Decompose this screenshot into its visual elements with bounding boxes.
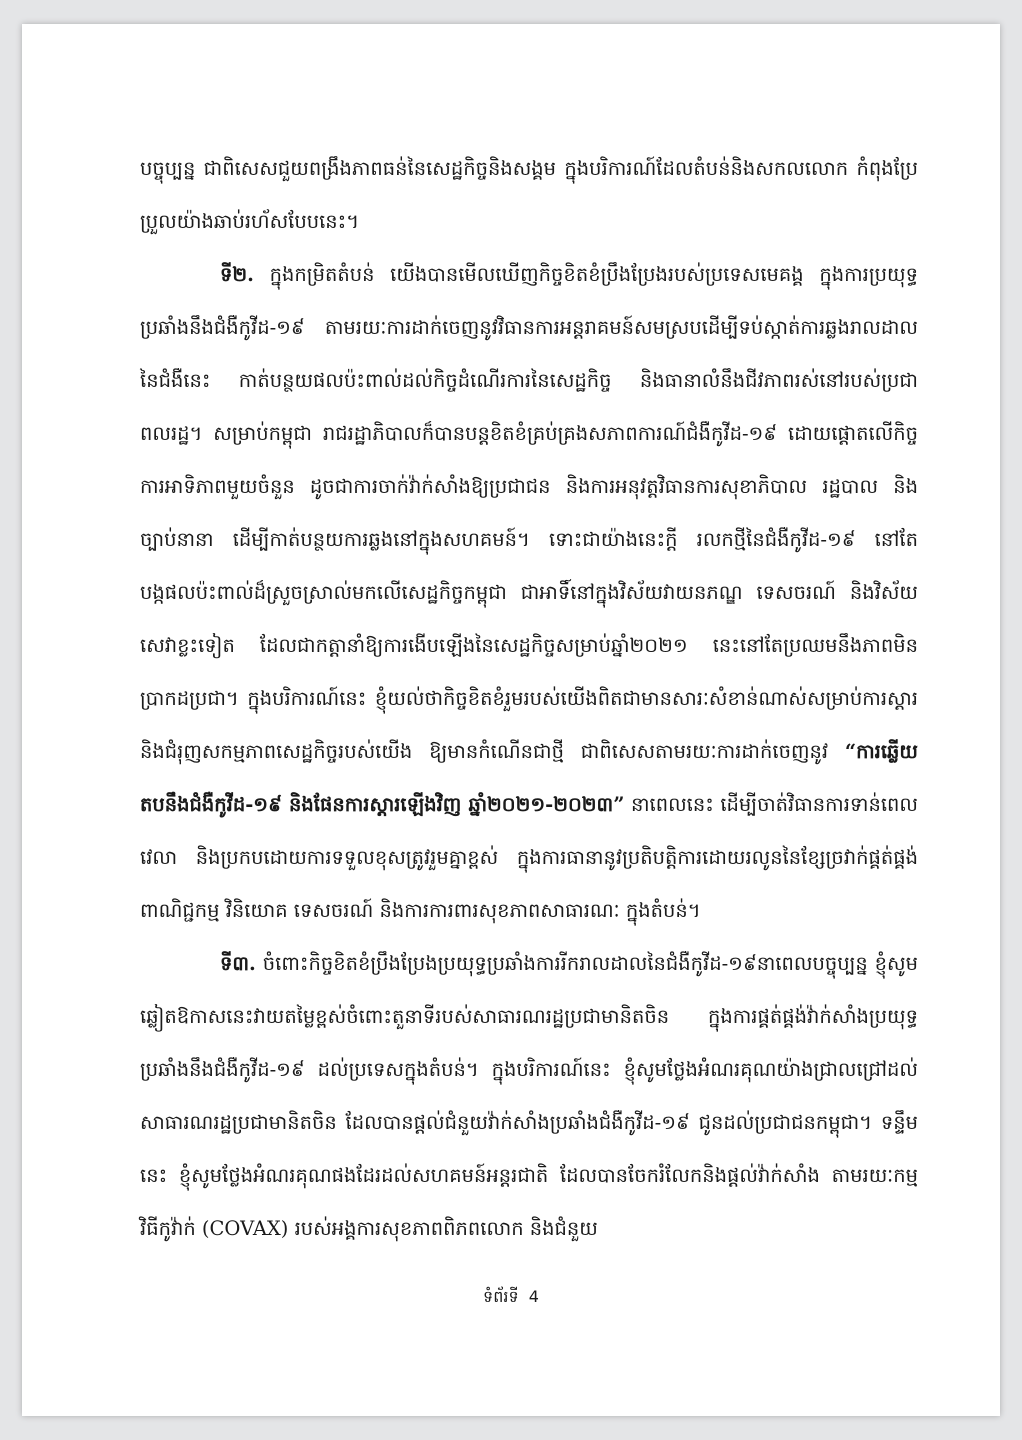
document-body	[140, 142, 918, 1255]
document-page	[22, 24, 1000, 1416]
continuation-paragraph: បច្ចុប្បន្ន ជាពិសេសជួយពង្រឹងភាពធន់នៃសេដ្ឋកិច្ចនិងសង្គម ក្នុងបរិការណ៍ដែលតំបន់និងសកលលោក កំពុងប្រែប្រួលយ៉ាងឆាប់រហ័សបែបនេះ។	[140, 157, 918, 233]
paragraph-2-text-before: ក្នុងកម្រិតតំបន់ យើងបានមើលឃើញកិច្ចខិតខំប្រឹងប្រែងរបស់ប្រទេសមេគង្គ ក្នុងការប្រយុទ្ធប្រឆាំងនឹងជំងឺកូវីដ-១៩ តាមរយៈការដាក់ចេញនូវវិធានការអន្តរាគមន៍សមស្របដើម្បីទប់ស្កាត់ការឆ្លងរាលដាលនៃជំងឺនេះ កាត់បន្ថយផលប៉ះពាល់ដល់កិច្ចដំណើរការនៃសេដ្ឋកិច្ច និងធានាលំនឹងជីវភាពរស់នៅរបស់ប្រជាពលរដ្ឋ។ សម្រាប់កម្ពុជា រាជរដ្ឋាភិបាលក៏បានបន្តខិតខំគ្រប់គ្រងសភាពការណ៍ជំងឺកូវីដ-១៩ ដោយផ្តោតលើកិច្ចការអាទិភាពមួយចំនួន ដូចជាការចាក់វ៉ាក់សាំងឱ្យប្រជាជន និងការអនុវត្តវិធានការសុខាភិបាល រដ្ឋបាល និងច្បាប់នានា ដើម្បីកាត់បន្ថយការឆ្លងនៅក្នុងសហគមន៍។ ទោះជាយ៉ាងនេះក្តី រលកថ្មីនៃជំងឺកូវីដ-១៩ នៅតែបង្កផលប៉ះពាល់ដ៏ស្រួចស្រាល់មកលើសេដ្ឋកិច្ចកម្ពុជា ជាអាទិ៍នៅក្នុងវិស័យវាយនភណ្ឌ ទេសចរណ៍ និងវិស័យសេវាខ្លះទៀត ដែលជាកត្តានាំឱ្យការងើបឡើងនៃសេដ្ឋកិច្ចសម្រាប់ឆ្នាំ២០២១ នេះនៅតែប្រឈមនឹងភាពមិនប្រាកដប្រជា។ ក្នុងបរិការណ៍នេះ ខ្ញុំយល់ថាកិច្ចខិតខំរួមរបស់យើងពិតជាមានសារៈសំខាន់ណាស់សម្រាប់ការស្តារ និងជំរុញសកម្មភាពសេដ្ឋកិច្ចរបស់យើង ឱ្យមានកំណើនជាថ្មី ជាពិសេសតាមរយៈការដាក់ចេញនូវ	[140, 263, 918, 763]
paragraph-3-text: ចំពោះកិច្ចខិតខំប្រឹងប្រែងប្រយុទ្ធប្រឆាំងការរីករាលដាលនៃជំងឺកូវីដ-១៩នាពេលបច្ចុប្បន្ន ខ្ញុំសូមឆ្លៀតឱកាសនេះវាយតម្លៃខ្ពស់ចំពោះតួនាទីរបស់សាធារណរដ្ឋប្រជាមានិតចិន ក្នុងការផ្គត់ផ្គង់វ៉ាក់សាំងប្រយុទ្ធប្រឆាំងនឹងជំងឺកូវីដ-១៩ ដល់ប្រទេសក្នុងតំបន់។ ក្នុងបរិការណ៍នេះ ខ្ញុំសូមថ្លែងអំណរគុណយ៉ាងជ្រាលជ្រៅដល់សាធារណរដ្ឋប្រជាមានិតចិន ដែលបានផ្តល់ជំនួយវ៉ាក់សាំងប្រឆាំងជំងឺកូវីដ-១៩ ជូនដល់ប្រជាជនកម្ពុជា។ ទន្ទឹមនេះ ខ្ញុំសូមថ្លែងអំណរគុណផងដែរដល់សហគមន៍អន្តរជាតិ ដែលបានចែករំលែកនិងផ្តល់វ៉ាក់សាំង តាមរយៈកម្មវិធីកូវ៉ាក់ (COVAX) របស់អង្គការសុខភាពពិភពលោក និងជំនួយ	[140, 952, 918, 1240]
paragraph-2-text-after: នាពេលនេះ ដើម្បីចាត់វិធានការទាន់ពេលវេលា និងប្រកបដោយការទទួលខុសត្រូវរួមគ្នាខ្ពស់ ក្នុងការធានានូវប្រតិបត្តិការដោយរលូននៃខ្សែច្រវាក់ផ្គត់ផ្គង់ពាណិជ្ជកម្ម វិនិយោគ ទេសចរណ៍ និងការការពារសុខភាពសាធារណៈ ក្នុងតំបន់។	[140, 793, 919, 922]
plan-title-emphasis: “ការឆ្លើយតបនឹងជំងឺកូវីដ-១៩ និងផែនការស្តារឡើងវិញ ឆ្នាំ២០២១-២០២៣”	[140, 740, 918, 816]
paragraph-3	[140, 937, 918, 1255]
page-number: 4	[528, 1287, 539, 1306]
paragraph-2-label: ទី២.	[220, 263, 254, 286]
paragraph-2	[140, 248, 918, 937]
paragraph-3-label: ទី៣.	[220, 952, 256, 975]
page-footer	[22, 1286, 1000, 1310]
page-label: ទំព័រទី	[483, 1287, 519, 1306]
